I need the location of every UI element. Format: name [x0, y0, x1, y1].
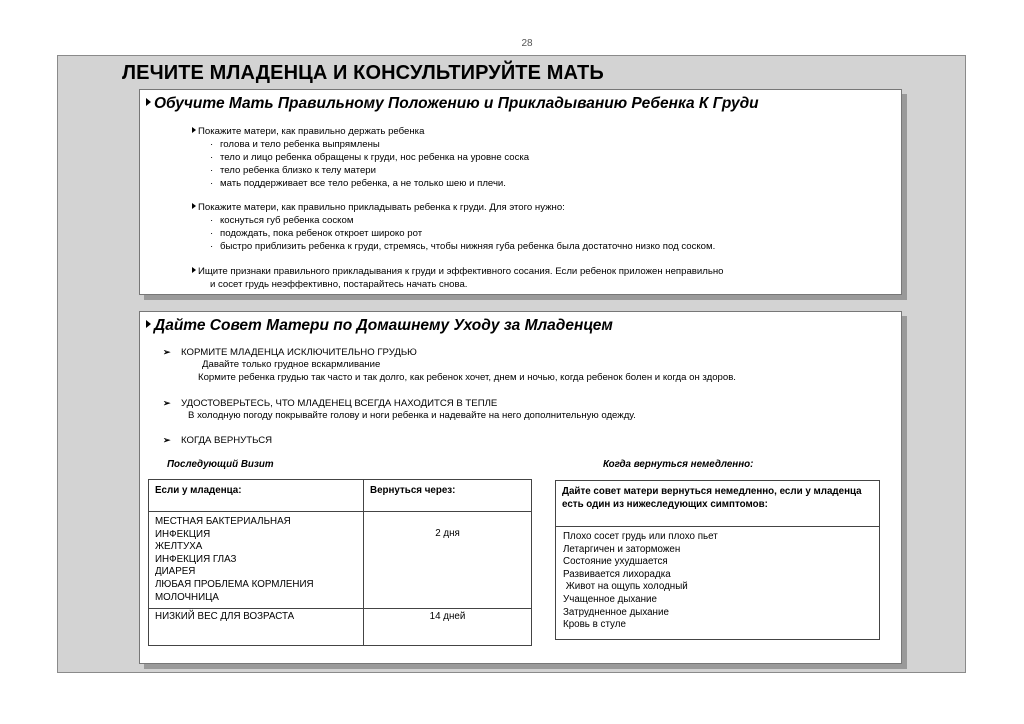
section2-heading — [146, 317, 613, 335]
followup-table — [148, 479, 532, 646]
condition-item: ДИАРЕЯ — [155, 566, 196, 578]
bullet2-head-text: УДОСТОВЕРЬТЕСЬ, ЧТО МЛАДЕНЕЦ ВСЕГДА НАХОДИТСЯ В ТЕПЛЕ — [181, 398, 498, 409]
table-header-cell: Вернуться через: — [364, 480, 532, 512]
list-item-text: подождать, пока ребенок откроет широко рот — [220, 228, 423, 239]
list-item-text: тело ребенка близко к телу матери — [220, 165, 376, 176]
list-item: Летаргичен и заторможен — [563, 543, 681, 555]
section1-heading-text: Обучите Мать Правильному Положению и Прикладыванию Ребенка К Груди — [154, 95, 759, 112]
list-item: Развивается лихорадка — [563, 568, 671, 580]
condition-item: МОЛОЧНИЦА — [155, 591, 219, 603]
immediate-return-box — [555, 480, 880, 640]
list-item: · коснуться губ ребенка соском — [210, 215, 354, 226]
block1-lead — [192, 126, 424, 139]
table-cell: НИЗКИЙ ВЕС ДЛЯ ВОЗРАСТА — [149, 609, 364, 646]
list-item: Учащенное дыхание — [563, 593, 657, 605]
list-item: · подождать, пока ребенок откроет широко рот — [210, 228, 423, 239]
list-item: · тело ребенка близко к телу матери — [210, 165, 376, 176]
immediate-label: Когда вернуться немедленно: — [603, 459, 754, 470]
bullet3-head — [163, 434, 272, 448]
bullet1-line2: Кормите ребенка грудью так часто и так долго, как ребенок хочет, днем и ночью, когда ребенок болен и когда он здоров. — [198, 372, 736, 383]
list-item: · быстро приблизить ребенка к груди, стремясь, чтобы нижняя губа ребенка была достаточно низко под соском. — [210, 241, 716, 252]
list-item: Состояние ухудшается — [563, 556, 668, 568]
bullet1-head-text: КОРМИТЕ МЛАДЕНЦА ИСКЛЮЧИТЕЛЬНО ГРУДЬЮ — [181, 347, 417, 358]
condition-item: ЛЮБАЯ ПРОБЛЕМА КОРМЛЕНИЯ — [155, 578, 314, 590]
table-cell: 14 дней — [364, 609, 532, 646]
list-item-text: коснуться губ ребенка соском — [220, 215, 354, 226]
block1-lead-text: Покажите матери, как правильно держать ребенка — [198, 126, 425, 137]
arrow-right-icon — [192, 267, 196, 273]
arrow-right-icon — [146, 320, 151, 328]
block3-cont: и сосет грудь неэффективно, постарайтесь начать снова. — [210, 279, 468, 290]
list-item-text: быстро приблизить ребенка к груди, стремясь, чтобы нижняя губа ребенка была достаточно низко под соском. — [220, 241, 716, 252]
bullet1-head — [163, 346, 417, 360]
list-item-text: мать поддерживает все тело ребенка, а не только шею и плечи. — [220, 178, 506, 189]
block2-lead-text: Покажите матери, как правильно прикладывать ребенка к груди. Для этого нужно: — [198, 202, 565, 213]
page-number: 28 — [521, 38, 533, 49]
block3-lead — [192, 266, 723, 279]
list-item: Живот на ощупь холодный — [563, 581, 688, 593]
list-item-text: тело и лицо ребенка обращены к груди, нос ребенка на уровне соска — [220, 152, 530, 163]
block2-lead — [192, 202, 565, 215]
condition-item: ИНФЕКЦИЯ ГЛАЗ — [155, 553, 237, 565]
list-item-text: голова и тело ребенка выпрямлены — [220, 139, 380, 150]
immediate-return-header: Дайте совет матери вернуться немедленно, если у младенца есть один из нижеследующих симптомов: — [556, 481, 879, 527]
page-title: ЛЕЧИТЕ МЛАДЕНЦА И КОНСУЛЬТИРУЙТЕ МАТЬ — [122, 62, 604, 84]
positioning-panel — [139, 89, 902, 295]
arrow-right-icon — [192, 203, 196, 209]
condition-item: ЖЕЛТУХА — [155, 541, 203, 553]
chevron-right-icon: ➢ — [163, 435, 171, 445]
chevron-right-icon: ➢ — [163, 347, 171, 357]
danger-signs-list — [563, 531, 718, 632]
list-item: · мать поддерживает все тело ребенка, а не только шею и плечи. — [210, 178, 506, 189]
bullet2-line1: В холодную погоду покрывайте голову и ноги ребенка и надевайте на него дополнительную одежду. — [188, 410, 636, 421]
table-row — [149, 609, 532, 646]
section1-heading — [146, 95, 759, 113]
arrow-right-icon — [146, 98, 151, 106]
chevron-right-icon: ➢ — [163, 398, 171, 408]
block3-lead-text: Ищите признаки правильного прикладывания к груди и эффективного сосания. Если ребенок приложен неправильно — [198, 266, 724, 277]
bullet3-head-text: КОГДА ВЕРНУТЬСЯ — [181, 435, 273, 446]
list-item: · тело и лицо ребенка обращены к груди, нос ребенка на уровне соска — [210, 152, 530, 163]
bullet2-head — [163, 397, 497, 411]
arrow-right-icon — [192, 127, 196, 133]
list-item: Плохо сосет грудь или плохо пьет — [563, 531, 718, 542]
table-cell: 2 дня — [364, 512, 532, 609]
list-item: Кровь в стуле — [563, 619, 626, 631]
table-cell — [149, 512, 364, 609]
table-header-row — [149, 480, 532, 512]
section2-heading-text: Дайте Совет Матери по Домашнему Уходу за Младенцем — [154, 317, 613, 334]
condition-item: ИНФЕКЦИЯ — [155, 528, 211, 540]
followup-label: Последующий Визит — [167, 459, 274, 470]
bullet1-line1: Давайте только грудное вскармливание — [202, 359, 381, 370]
list-item: Затрудненное дыхание — [563, 606, 669, 618]
table-header-cell: Если у младенца: — [149, 480, 364, 512]
list-item: · голова и тело ребенка выпрямлены — [210, 139, 380, 150]
table-row — [149, 512, 532, 609]
condition-item: МЕСТНАЯ БАКТЕРИАЛЬНАЯ — [155, 516, 291, 527]
